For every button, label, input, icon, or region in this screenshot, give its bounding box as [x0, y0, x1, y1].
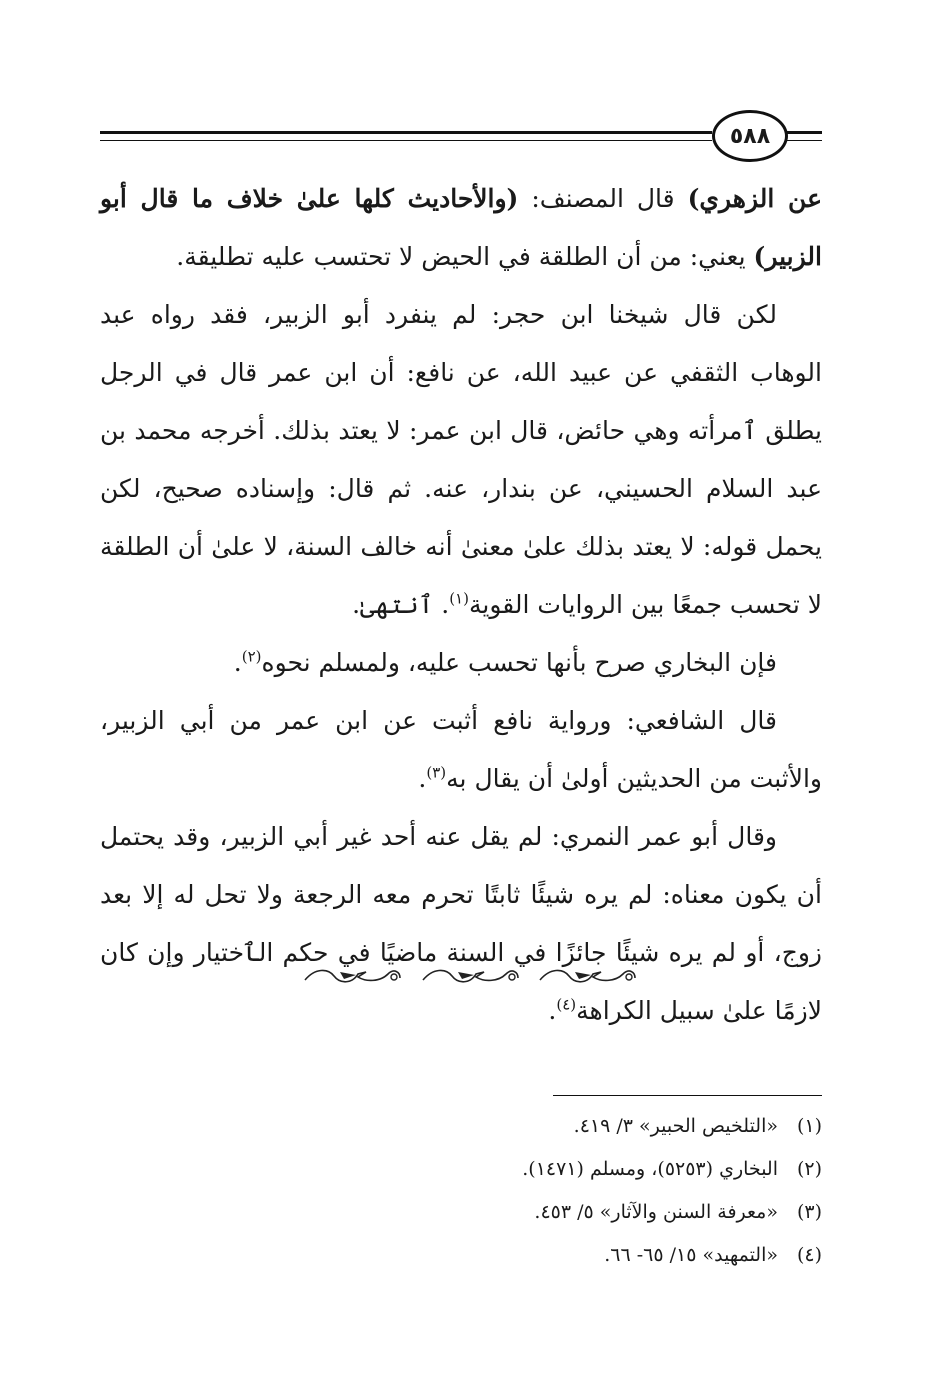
paragraph: عن الزهري) قال المصنف: (والأحاديث كلها علىٰ خلاف ما قال أبو الزبير) يعني: من أن الطلقة في الحيض لا تحتسب عليه تطليقة. — [100, 184, 823, 271]
footnote-divider — [553, 1095, 822, 1096]
footnote — [300, 1191, 822, 1234]
flourish-icon — [535, 962, 640, 988]
footnote-ref[interactable]: (٢) — [241, 647, 262, 666]
paragraph: فإن البخاري صرح بأنها تحسب عليه، ولمسلم نحوه$^{(٢)}$. — [233, 647, 777, 677]
footnote-number: (٤) — [796, 1244, 822, 1266]
paragraph: لكن قال شيخنا ابن حجر: لم ينفرد أبو الزبير، فقد رواه عبد الوهاب الثقفي عن عبيد الله، عن نافع: أن ابن عمر قال في الرجل يطلق ٱمرأته وهي حائض، قال ابن عمر: لا يعتد بذلك. أخرجه محمد بن عبد السلام الحسيني، عن بندار، عنه. ثم قال: وإسناده صحيح، لكن يحمل قوله: لا يعتد بذلك علىٰ معنىٰ أنه خالف السنة، لا علىٰ أن الطلقة لا تحسب جمعًا بين الروايات القوية$^{(١)}$. ٱنتهىٰ. — [100, 300, 822, 619]
footnote-ref[interactable]: (١) — [449, 589, 469, 608]
footnotes — [300, 1105, 822, 1277]
paragraph: وقال أبو عمر النمري: لم يقل عنه أحد غير أبي الزبير، وقد يحتمل أن يكون معناه: لم يره شيئًا ثابتًا تحرم معه الرجعة ولا تحل له إلا بعد زوج، أو لم يره شيئًا جائزًا في السنة ماضيًا في حكم الٱختيار وإن كان لازمًا علىٰ سبيل الكراهة$^{(٤)}$. — [100, 822, 822, 1025]
footnote-number: (٢) — [796, 1158, 822, 1180]
footnote-text: «التمهيد» ١٥/ ٦٥- ٦٦. — [604, 1244, 778, 1266]
header-rule — [786, 131, 822, 134]
main-text — [100, 170, 822, 1040]
paragraph: قال الشافعي: ورواية نافع أثبت عن ابن عمر من أبي الزبير، والأثبت من الحديثين أولىٰ أن يقال به$^{(٣)}$. — [100, 706, 822, 793]
flourish-icon — [418, 962, 523, 988]
footnote-text: «التلخيص الحبير» ٣/ ٤١٩. — [573, 1115, 778, 1137]
section-ornament — [300, 960, 640, 990]
header-rule — [100, 140, 712, 141]
footnote — [300, 1105, 822, 1148]
flourish-icon — [300, 962, 405, 988]
footnote — [300, 1234, 822, 1277]
footnote-number: (١) — [796, 1115, 822, 1137]
page-header — [100, 110, 825, 160]
footnote-ref[interactable]: (٣) — [426, 763, 447, 782]
footnote — [300, 1148, 822, 1191]
footnote-text: «معرفة السنن والآثار» ٥/ ٤٥٣. — [534, 1201, 778, 1223]
footnote-ref[interactable]: (٤) — [556, 995, 577, 1014]
header-rule — [786, 140, 822, 141]
page-number: ٥٨٨ — [712, 110, 788, 162]
footnote-number: (٣) — [796, 1201, 822, 1223]
header-rule — [100, 131, 712, 134]
footnote-text: البخاري (٥٢٥٣)، ومسلم (١٤٧١). — [522, 1158, 778, 1180]
